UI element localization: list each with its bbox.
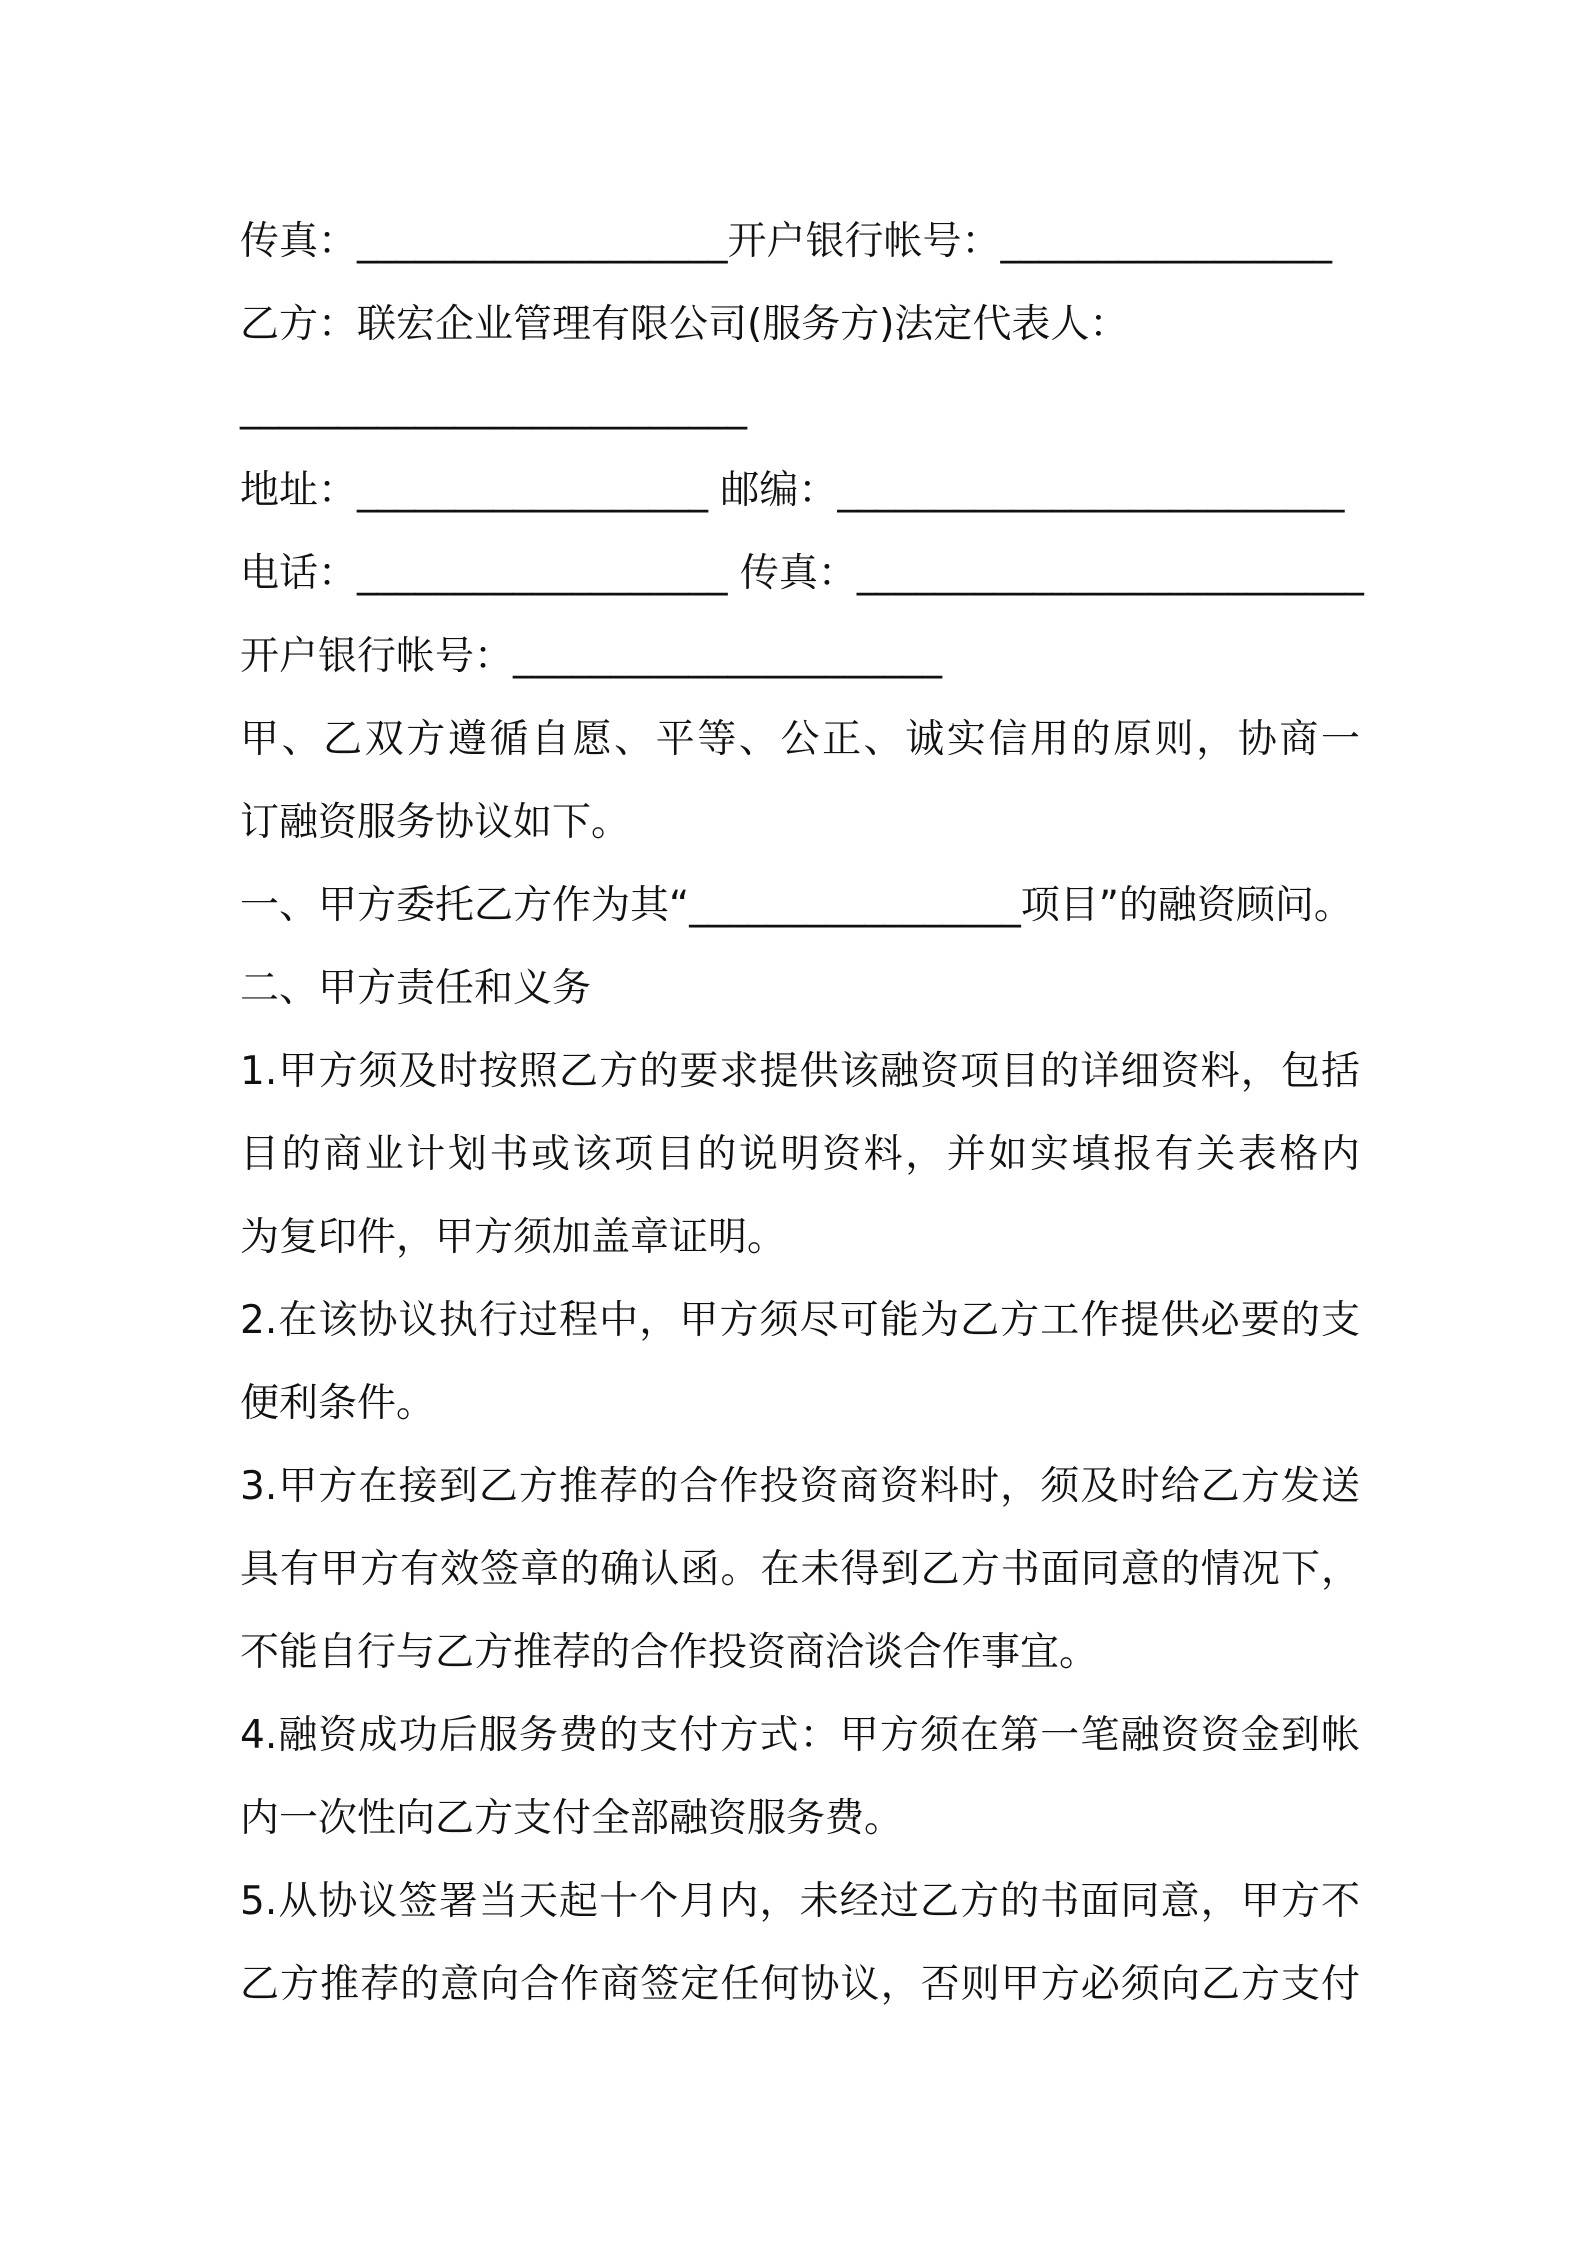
clause-2-3-line-3: 不能自行与乙方推荐的合作投资商洽谈合作事宜。 [240, 1630, 1099, 1675]
clause-2-4-line-1: 4.融资成功后服务费的支付方式：甲方须在第一笔融资资金到帐 [240, 1713, 1360, 1758]
paragraph-principles-line-2: 订融资服务协议如下。 [240, 800, 631, 845]
clause-2-1-line-3: 为复印件，甲方须加盖章证明。 [240, 1215, 787, 1260]
address-postcode-line: 地址：__________________ 邮编：__________________________ [240, 468, 1345, 513]
party-b-line: 乙方：联宏企业管理有限公司(服务方)法定代表人： [240, 302, 1129, 347]
clause-2-3-line-1: 3.甲方在接到乙方推荐的合作投资商资料时，须及时给乙方发送 [240, 1464, 1360, 1509]
phone-fax-line: 电话：___________________ 传真：__________________________ [240, 551, 1364, 596]
clause-2-1-line-1: 1.甲方须及时按照乙方的要求提供该融资项目的详细资料，包括 [240, 1049, 1360, 1094]
clause-2-4-line-2: 内一次性向乙方支付全部融资服务费。 [240, 1796, 904, 1841]
fax-bank-account-line: 传真：___________________开户银行帐号：_________________ [240, 219, 1333, 264]
clause-2-2-line-1: 2.在该协议执行过程中，甲方须尽可能为乙方工作提供必要的支 [240, 1298, 1360, 1343]
clause-2-3-line-2: 具有甲方有效签章的确认函。在未得到乙方书面同意的情况下， [240, 1547, 1360, 1592]
clause-one: 一、甲方委托乙方作为其“_________________项目”的融资顾问。 [240, 883, 1353, 928]
paragraph-principles-line-1: 甲、乙双方遵循自愿、平等、公正、诚实信用的原则，协商一 [240, 717, 1360, 762]
bank-account-line: 开户银行帐号：______________________ [240, 634, 943, 679]
clause-2-5-line-2: 乙方推荐的意向合作商签定任何协议，否则甲方必须向乙方支付 [240, 1962, 1360, 2007]
clause-2-2-line-2: 便利条件。 [240, 1381, 436, 1426]
legal-rep-blank-line: __________________________ [240, 385, 747, 430]
document-body [240, 200, 1364, 2026]
section-two-heading: 二、甲方责任和义务 [240, 966, 592, 1011]
clause-2-1-line-2: 目的商业计划书或该项目的说明资料，并如实填报有关表格内 [240, 1132, 1360, 1177]
clause-2-5-line-1: 5.从协议签署当天起十个月内，未经过乙方的书面同意，甲方不 [240, 1879, 1360, 1924]
